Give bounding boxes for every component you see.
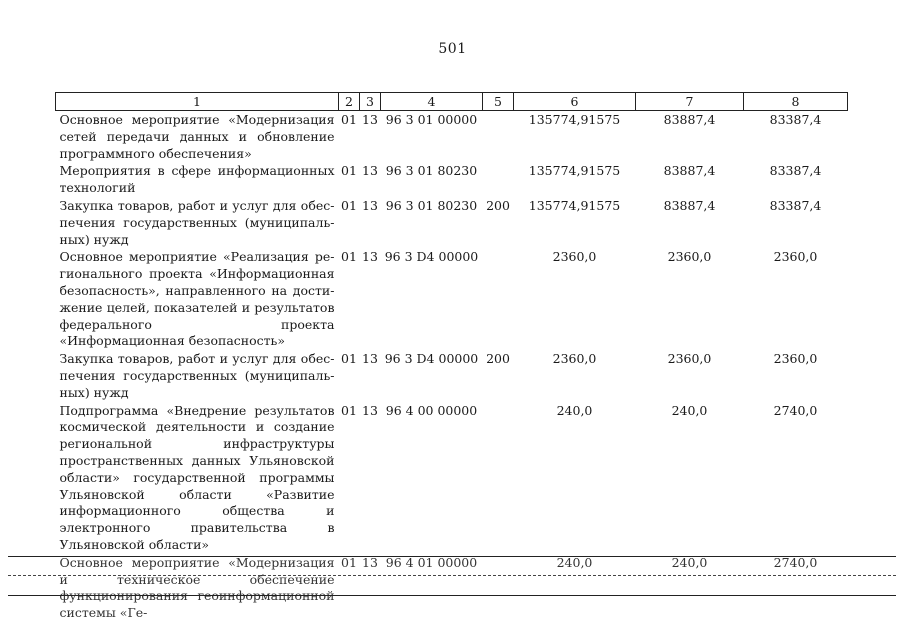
table-header-row — [56, 93, 848, 111]
row-target-article: 96 4 00 00000 — [385, 402, 478, 418]
page-number: 501 — [438, 41, 467, 57]
row-section-code: 01 — [341, 112, 357, 127]
row-amount-col6: 240,0 — [556, 554, 593, 570]
row-amount-col6: 2360,0 — [552, 249, 597, 265]
row-name: Основное мероприятие «Реализация регионального проекта «Информационная безопасность», направленного на достижение целей, показателей и результатов федерального проекта «Информационная безопасность» — [59, 249, 335, 349]
row-name: Мероприятия в сфере информационных технологий — [59, 163, 335, 196]
row-section-code: 01 — [341, 249, 357, 265]
row-amount-col7: 83887,4 — [663, 197, 716, 213]
row-amount-col7: 240,0 — [671, 554, 708, 570]
row-amount-col7: 240,0 — [671, 402, 708, 418]
row-amount-col6: 135774,91575 — [528, 112, 621, 127]
table-row — [56, 197, 848, 248]
row-name: Закупка товаров, работ и услуг для обеспечения государственных (муниципальных) нужд — [59, 351, 335, 400]
column-header: 8 — [744, 93, 848, 111]
row-section-code: 01 — [341, 197, 357, 213]
row-amount-col6: 240,0 — [556, 402, 593, 418]
dashed-line — [8, 575, 896, 576]
table-row — [56, 350, 848, 401]
row-amount-col7: 83887,4 — [663, 163, 716, 179]
row-amount-col8: 83387,4 — [769, 197, 822, 213]
column-header: 7 — [636, 93, 744, 111]
row-name: Подпрограмма «Внедрение результатов космической деятельности и создание региональной инфраструктуры пространственных данных Ульяновской области» государственной программы Ульяновской области «Развитие информационного общества и электронного правительства в Ульяновской области» — [59, 402, 335, 552]
row-target-article: 96 3 D4 00000 — [384, 351, 479, 367]
row-expense-type: 200 — [486, 351, 510, 367]
row-subsection-code: 13 — [362, 249, 378, 265]
row-subsection-code: 13 — [362, 197, 378, 213]
row-amount-col8: 83387,4 — [769, 112, 822, 127]
row-expense-type — [483, 248, 514, 350]
row-expense-type: 200 — [486, 197, 510, 213]
row-amount-col8: 2740,0 — [773, 402, 818, 418]
row-amount-col8: 83387,4 — [769, 163, 822, 179]
row-name: Основное мероприятие «Модернизация сетей передачи данных и обновление программного обеспечения» — [59, 112, 335, 161]
row-target-article: 96 3 01 00000 — [385, 112, 478, 127]
row-subsection-code: 13 — [362, 351, 378, 367]
row-expense-type — [483, 402, 514, 554]
budget-table — [55, 92, 848, 622]
row-section-code: 01 — [341, 402, 357, 418]
row-amount-col7: 2360,0 — [667, 249, 712, 265]
row-expense-type — [483, 162, 514, 197]
row-subsection-code: 13 — [362, 402, 378, 418]
row-target-article: 96 3 01 80230 — [385, 163, 478, 179]
row-subsection-code: 13 — [362, 163, 378, 179]
row-amount-col8: 2360,0 — [773, 249, 818, 265]
table-row — [56, 248, 848, 350]
table-row — [56, 111, 848, 163]
row-amount-col6: 135774,91575 — [528, 163, 621, 179]
row-target-article: 96 3 01 80230 — [385, 197, 478, 213]
column-header: 6 — [514, 93, 636, 111]
table-row — [56, 554, 848, 622]
row-target-article: 96 3 D4 00000 — [384, 249, 479, 265]
column-header: 3 — [360, 93, 381, 111]
column-header: 4 — [381, 93, 483, 111]
row-expense-type — [483, 554, 514, 622]
row-name: Закупка товаров, работ и услуг для обеспечения государственных (муниципальных) нужд — [59, 197, 335, 247]
table-row — [56, 162, 848, 197]
row-amount-col6: 2360,0 — [552, 351, 597, 367]
row-amount-col6: 135774,91575 — [528, 197, 621, 213]
strike-line — [8, 556, 896, 557]
row-section-code: 01 — [341, 163, 357, 179]
row-amount-col8: 2360,0 — [773, 351, 818, 367]
row-section-code: 01 — [341, 351, 357, 367]
row-subsection-code: 13 — [362, 112, 378, 127]
row-section-code: 01 — [341, 554, 357, 570]
row-amount-col7: 2360,0 — [667, 351, 712, 367]
row-amount-col8: 2740,0 — [773, 554, 818, 570]
column-header: 2 — [339, 93, 360, 111]
row-target-article: 96 4 01 00000 — [385, 554, 478, 570]
row-name: Основное мероприятие «Модернизация и техническое обеспечение функционирования геоинформационной системы «Ге- — [59, 554, 335, 621]
column-header: 5 — [483, 93, 514, 111]
strike-line — [8, 595, 896, 596]
table-row — [56, 402, 848, 554]
row-expense-type — [483, 111, 514, 163]
row-subsection-code: 13 — [362, 554, 378, 570]
row-amount-col7: 83887,4 — [663, 112, 716, 127]
column-header: 1 — [56, 93, 339, 111]
